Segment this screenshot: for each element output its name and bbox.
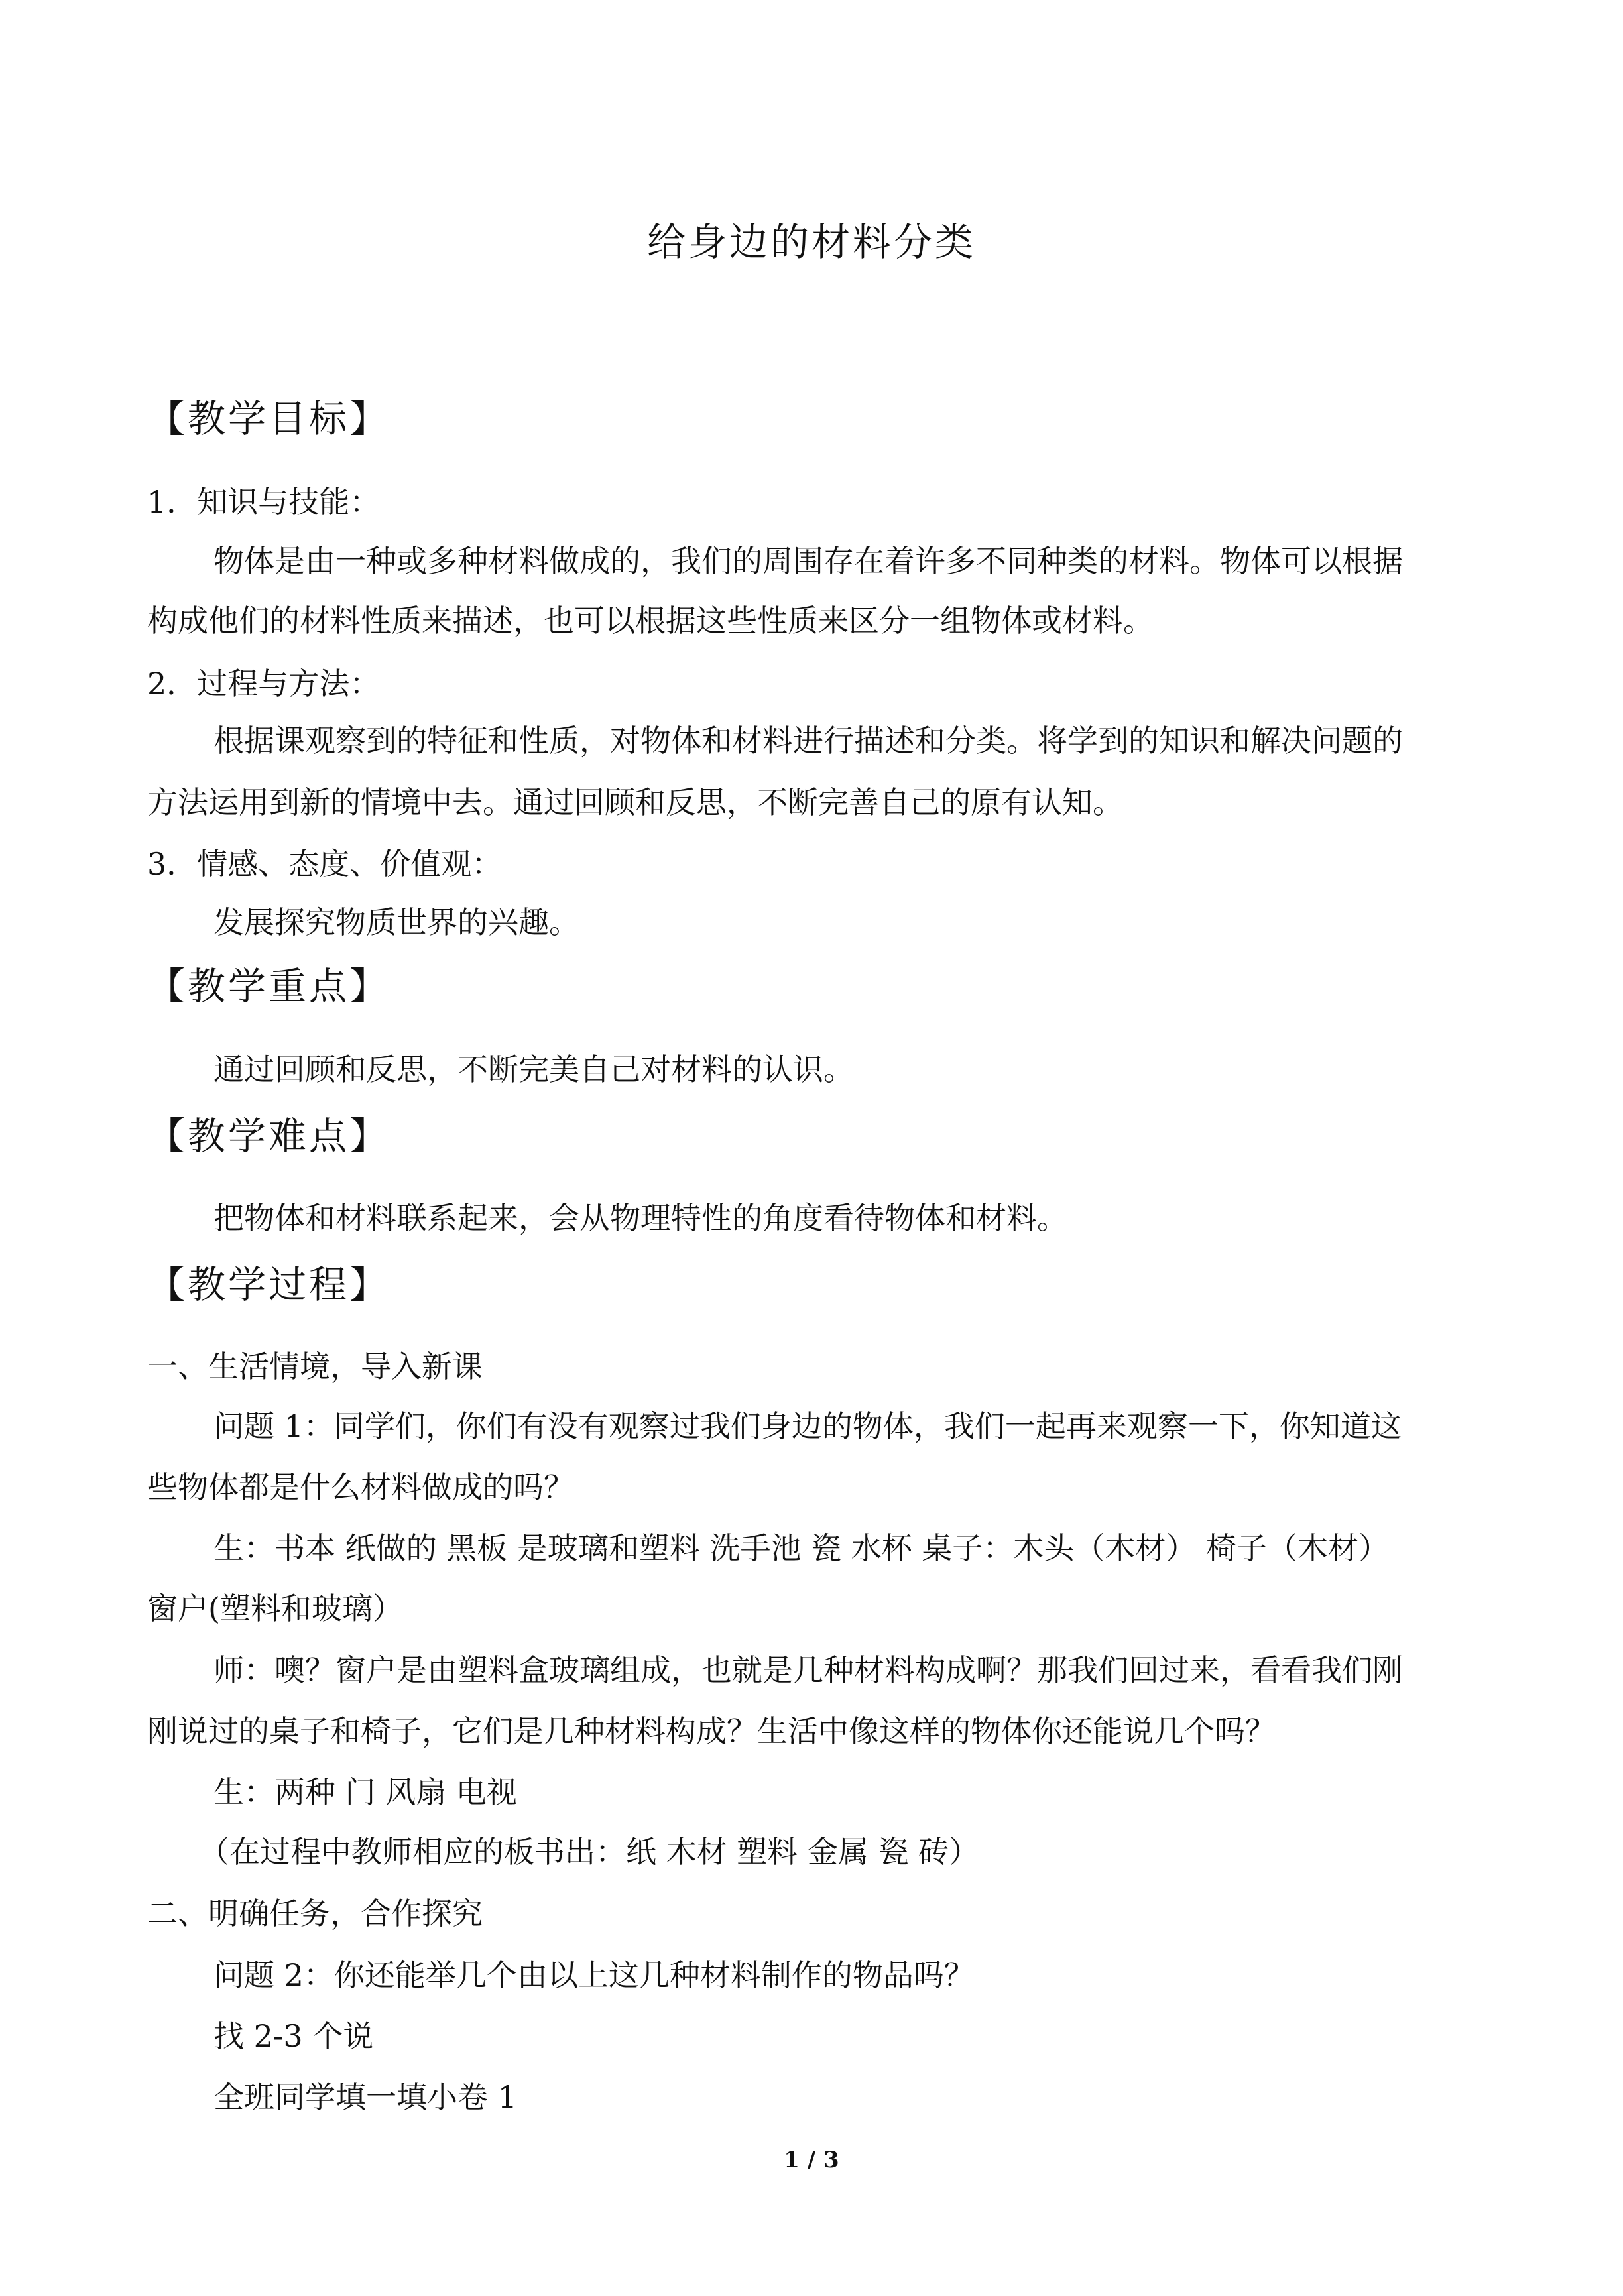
objective-1-text-line2: 构成他们的材料性质来描述，也可以根据这些性质来区分一组物体或材料。 [147, 603, 1154, 638]
question-2: 问题 2：你还能举几个由以上这几种材料制作的物品吗？ [213, 1957, 975, 1993]
student-answer-1-line1: 生：书本 纸做的 黑板 是玻璃和塑料 洗手池 瓷 水杯 桌子：木头（木材） 椅子（木材） [213, 1530, 1389, 1566]
process-part2-title: 二、明确任务，合作探究 [147, 1896, 483, 1931]
objective-3-label: 3．情感、态度、价值观： [147, 846, 503, 882]
objective-2-text-line1: 根据课观察到的特征和性质，对物体和材料进行描述和分类。将学到的知识和解决问题的 [213, 723, 1403, 758]
difficult-points-text: 把物体和材料联系起来，会从物理特性的角度看待物体和材料。 [213, 1200, 1067, 1236]
question-1-line1: 问题 1：同学们，你们有没有观察过我们身边的物体，我们一起再来观察一下，你知道这 [213, 1408, 1402, 1444]
worksheet-note: 全班同学填一填小卷 1 [213, 2079, 517, 2115]
question-1-line2: 些物体都是什么材料做成的吗？ [147, 1469, 574, 1505]
objective-1-text-line1: 物体是由一种或多种材料做成的，我们的周围存在着许多不同种类的材料。物体可以根据 [213, 543, 1403, 579]
heading-difficult-points: 【教学难点】 [147, 1115, 390, 1158]
page-number: 1 / 3 [784, 2147, 839, 2173]
teacher-remark-line2: 刚说过的桌子和椅子，它们是几种材料构成？生活中像这样的物体你还能说几个吗？ [147, 1713, 1276, 1749]
student-answer-1-line2: 窗户(塑料和玻璃） [147, 1591, 403, 1626]
teacher-remark-line1: 师：噢？窗户是由塑料盒玻璃组成，也就是几种材料构成啊？那我们回过来，看看我们刚 [213, 1652, 1403, 1688]
student-answer-2: 生：两种 门 风扇 电视 [213, 1774, 517, 1810]
objective-1-label: 1．知识与技能： [147, 484, 381, 520]
heading-key-points: 【教学重点】 [147, 965, 390, 1008]
blackboard-note: （在过程中教师相应的板书出：纸 木材 塑料 金属 瓷 砖） [199, 1834, 980, 1870]
objective-3-text: 发展探究物质世界的兴趣。 [213, 904, 579, 940]
objective-2-text-line2: 方法运用到新的情境中去。通过回顾和反思，不断完善自己的原有认知。 [147, 784, 1123, 820]
process-part1-title: 一、生活情境，导入新课 [147, 1349, 483, 1384]
heading-process: 【教学过程】 [147, 1263, 390, 1307]
document-title: 给身边的材料分类 [646, 219, 976, 265]
objective-2-label: 2．过程与方法： [147, 666, 381, 701]
key-points-text: 通过回顾和反思，不断完美自己对材料的认识。 [213, 1052, 854, 1087]
find-students-note: 找 2-3 个说 [213, 2018, 374, 2054]
heading-objectives: 【教学目标】 [147, 397, 390, 441]
